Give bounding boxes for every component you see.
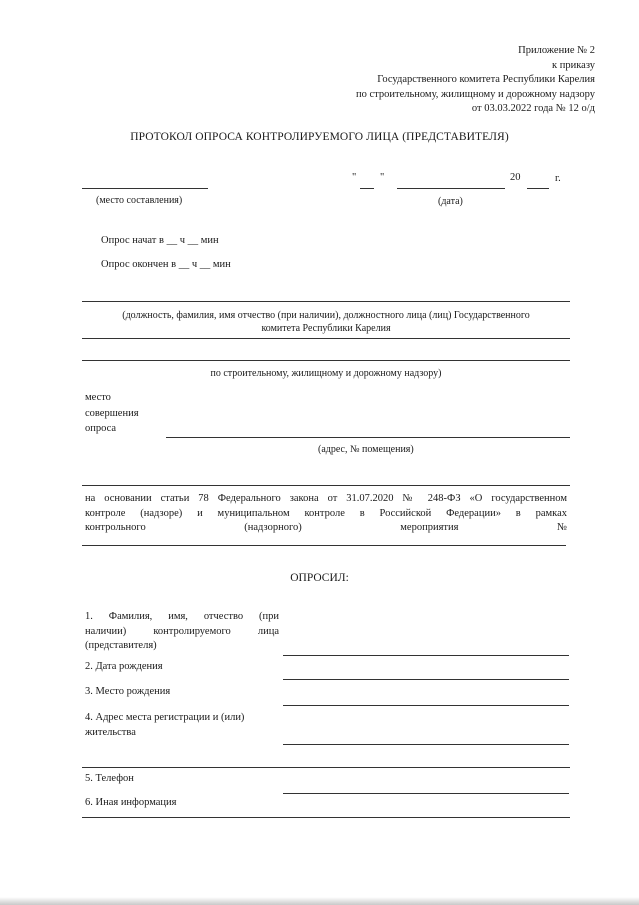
date-quote-open: "	[352, 172, 357, 183]
official-caption-line3: по строительному, жилищному и дорожному надзору)	[210, 368, 442, 379]
legal-basis-line2: контроле (надзоре) и муниципальном контроле в Российской Федерации» в рамках	[85, 507, 567, 519]
day-blank-line	[360, 188, 374, 189]
field-birth-date-label: 2. Дата рождения	[85, 661, 163, 672]
survey-place-label-line1: место	[85, 392, 111, 403]
address-blank-line-2	[82, 485, 570, 486]
field-full-name-line1: 1. Фамилия, имя, отчество (при	[85, 611, 279, 622]
field-full-name-line2: наличии) контролируемого лица	[85, 625, 279, 637]
place-blank-line	[82, 188, 208, 189]
year-suffix: г.	[555, 173, 561, 184]
field-other-info-label: 6. Иная информация	[85, 797, 177, 808]
survey-place-label	[85, 390, 139, 437]
official-blank-line-2	[82, 338, 570, 339]
appendix-order-date: от 03.03.2022 года № 12 о/д	[471, 103, 595, 115]
date-caption: (дата)	[438, 196, 463, 207]
year-prefix: 20	[510, 172, 521, 183]
field-full-name-label	[85, 610, 279, 654]
appendix-order-ref: к приказу	[552, 59, 595, 71]
page-title: ПРОТОКОЛ ОПРОСА КОНТРОЛИРУЕМОГО ЛИЦА (ПРЕДСТАВИТЕЛЯ)	[130, 131, 509, 143]
survey-end-time: Опрос окончен в __ ч __ мин	[101, 259, 231, 270]
survey-place-label-line3: опроса	[85, 423, 117, 434]
field-address-line2: жительства	[85, 726, 136, 738]
field-address-label	[85, 711, 279, 740]
appendix-number: Приложение № 2	[518, 45, 595, 56]
address-blank-line	[166, 437, 570, 438]
field-other-info-value-line	[82, 817, 570, 818]
appendix-committee-scope: по строительному, жилищному и дорожному надзору	[355, 88, 595, 100]
event-number-blank-line	[82, 545, 566, 546]
field-full-name-line3: (представителя)	[85, 640, 157, 652]
place-caption: (место составления)	[96, 195, 183, 206]
field-birth-date-value-line	[283, 679, 569, 680]
official-caption	[82, 309, 570, 335]
legal-basis-line3: контрольного (надзорного) мероприятия №	[85, 522, 567, 534]
date-quote-close: "	[380, 172, 385, 183]
official-blank-line-3	[82, 360, 570, 361]
surveyed-heading: ОПРОСИЛ:	[290, 572, 349, 584]
official-caption-line2: комитета Республики Карелия	[261, 323, 391, 334]
field-full-name-value-line	[283, 655, 569, 656]
legal-basis	[85, 492, 567, 536]
field-phone-value-line	[283, 793, 569, 794]
field-birth-place-label: 3. Место рождения	[85, 686, 171, 697]
appendix-committee: Государственного комитета Республики Карелия	[377, 74, 595, 86]
scan-edge-shadow	[0, 897, 639, 905]
field-address-line1: 4. Адрес места регистрации и (или)	[85, 712, 245, 723]
survey-place-label-line2: совершения	[85, 407, 139, 419]
field-phone-label: 5. Телефон	[85, 773, 134, 784]
official-blank-line	[82, 301, 570, 302]
appendix-header	[356, 44, 595, 117]
address-caption: (адрес, № помещения)	[318, 444, 414, 455]
legal-basis-line1: на основании статьи 78 Федерального закона от 31.07.2020 № 248-ФЗ «О государственном	[85, 493, 567, 504]
official-caption-line1: (должность, фамилия, имя отчество (при наличии), должностного лица (лиц) Государственного	[122, 310, 530, 321]
field-birth-place-value-line	[283, 705, 569, 706]
year-blank-line	[527, 188, 549, 189]
survey-start-time: Опрос начат в __ ч __ мин	[101, 235, 219, 246]
field-address-value-line-2	[82, 767, 570, 768]
field-address-value-line	[283, 744, 569, 745]
month-blank-line	[397, 188, 505, 189]
